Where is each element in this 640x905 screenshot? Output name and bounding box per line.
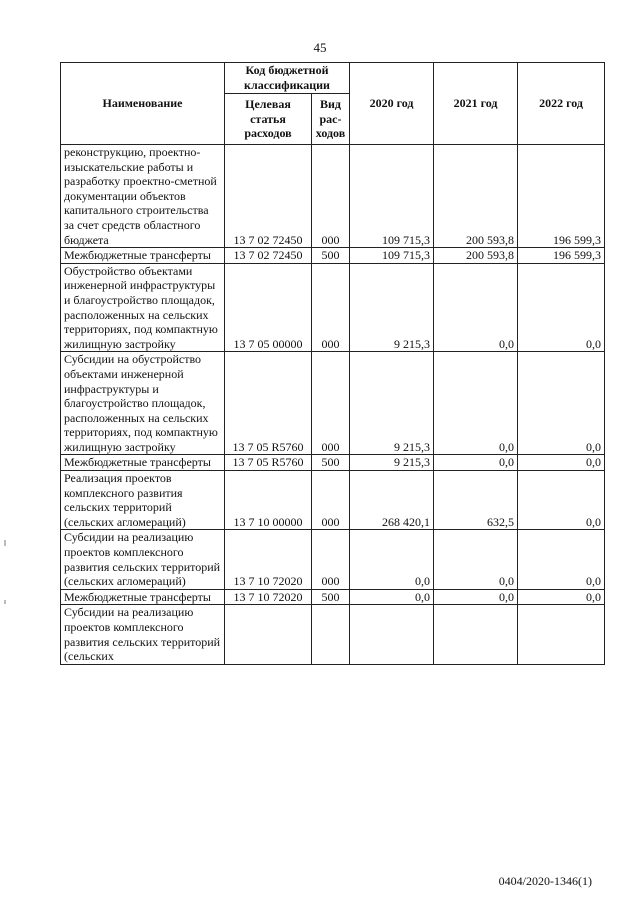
header-year-2021: 2021 год [434, 63, 518, 145]
row-value-2020: 109 715,3 [350, 248, 434, 264]
row-value-2021: 0,0 [434, 352, 518, 455]
row-value-2022: 0,0 [518, 589, 605, 605]
row-value-2020: 268 420,1 [350, 471, 434, 530]
row-target-code: 13 7 10 72020 [225, 589, 312, 605]
table-row [61, 605, 605, 664]
table-row [61, 471, 605, 530]
row-target-code: 13 7 05 R5760 [225, 352, 312, 455]
table-row [61, 248, 605, 264]
row-name: Межбюджетные трансферты [61, 589, 225, 605]
header-target-item: Целевая статья расходов [225, 94, 312, 145]
row-target-code: 13 7 05 00000 [225, 263, 312, 352]
row-expense-kind: 500 [312, 589, 350, 605]
row-expense-kind: 000 [312, 471, 350, 530]
row-expense-kind: 500 [312, 455, 350, 471]
row-value-2020: 109 715,3 [350, 145, 434, 248]
row-value-2022: 0,0 [518, 471, 605, 530]
budget-table [60, 62, 605, 665]
row-expense-kind: 500 [312, 248, 350, 264]
row-name: Субсидии на реализацию проектов комплексного развития сельских территорий (сельских [61, 605, 225, 664]
row-value-2022: 196 599,3 [518, 248, 605, 264]
row-value-2020: 0,0 [350, 589, 434, 605]
table-row [61, 589, 605, 605]
row-value-2022: 0,0 [518, 455, 605, 471]
row-value-2022: 0,0 [518, 263, 605, 352]
row-target-code: 13 7 02 72450 [225, 145, 312, 248]
margin-mark [4, 600, 6, 604]
row-value-2020: 0,0 [350, 530, 434, 589]
row-value-2021: 0,0 [434, 589, 518, 605]
row-value-2022: 0,0 [518, 352, 605, 455]
row-value-2021: 200 593,8 [434, 248, 518, 264]
row-value-2021: 0,0 [434, 530, 518, 589]
header-expense-kind: Вид рас-ходов [312, 94, 350, 145]
header-budget-classification: Код бюджетной классификации [225, 63, 350, 94]
row-target-code: 13 7 02 72450 [225, 248, 312, 264]
row-value-2020: 9 215,3 [350, 455, 434, 471]
table-row [61, 263, 605, 352]
row-expense-kind [312, 605, 350, 664]
header-year-2020: 2020 год [350, 63, 434, 145]
table-row [61, 352, 605, 455]
header-name: Наименование [61, 63, 225, 145]
header-year-2022: 2022 год [518, 63, 605, 145]
table-body [61, 145, 605, 665]
row-value-2021: 200 593,8 [434, 145, 518, 248]
table-row [61, 530, 605, 589]
row-expense-kind: 000 [312, 263, 350, 352]
row-value-2020: 9 215,3 [350, 263, 434, 352]
row-name: Субсидии на реализацию проектов комплексного развития сельских территорий (сельских агломераций) [61, 530, 225, 589]
table-row [61, 455, 605, 471]
row-value-2022 [518, 605, 605, 664]
row-name: Межбюджетные трансферты [61, 248, 225, 264]
row-name: Межбюджетные трансферты [61, 455, 225, 471]
margin-mark [4, 540, 6, 546]
document-reference: 0404/2020-1346(1) [498, 874, 592, 888]
row-value-2021: 0,0 [434, 455, 518, 471]
row-target-code: 13 7 10 00000 [225, 471, 312, 530]
row-name: реконструкцию, проектно-изыскательские работы и разработку проектно-сметной документации объектов капитального строительства за счет средств областного бюджета [61, 145, 225, 248]
row-target-code: 13 7 10 72020 [225, 530, 312, 589]
row-value-2022: 0,0 [518, 530, 605, 589]
row-name: Субсидии на обустройство объектами инженерной инфраструктуры и благоустройство площадок, расположенных на сельских территориях, под компактную жилищную застройку [61, 352, 225, 455]
row-expense-kind: 000 [312, 530, 350, 589]
table-row [61, 145, 605, 248]
row-expense-kind: 000 [312, 145, 350, 248]
row-value-2020 [350, 605, 434, 664]
page-number: 45 [313, 40, 327, 55]
row-name: Обустройство объектами инженерной инфраструктуры и благоустройство площадок, расположенных на сельских территориях, под компактную жилищную застройку [61, 263, 225, 352]
row-name: Реализация проектов комплексного развития сельских территорий (сельских агломераций) [61, 471, 225, 530]
row-value-2022: 196 599,3 [518, 145, 605, 248]
row-target-code: 13 7 05 R5760 [225, 455, 312, 471]
row-value-2021: 0,0 [434, 263, 518, 352]
row-value-2021: 632,5 [434, 471, 518, 530]
row-target-code [225, 605, 312, 664]
row-expense-kind: 000 [312, 352, 350, 455]
row-value-2020: 9 215,3 [350, 352, 434, 455]
row-value-2021 [434, 605, 518, 664]
